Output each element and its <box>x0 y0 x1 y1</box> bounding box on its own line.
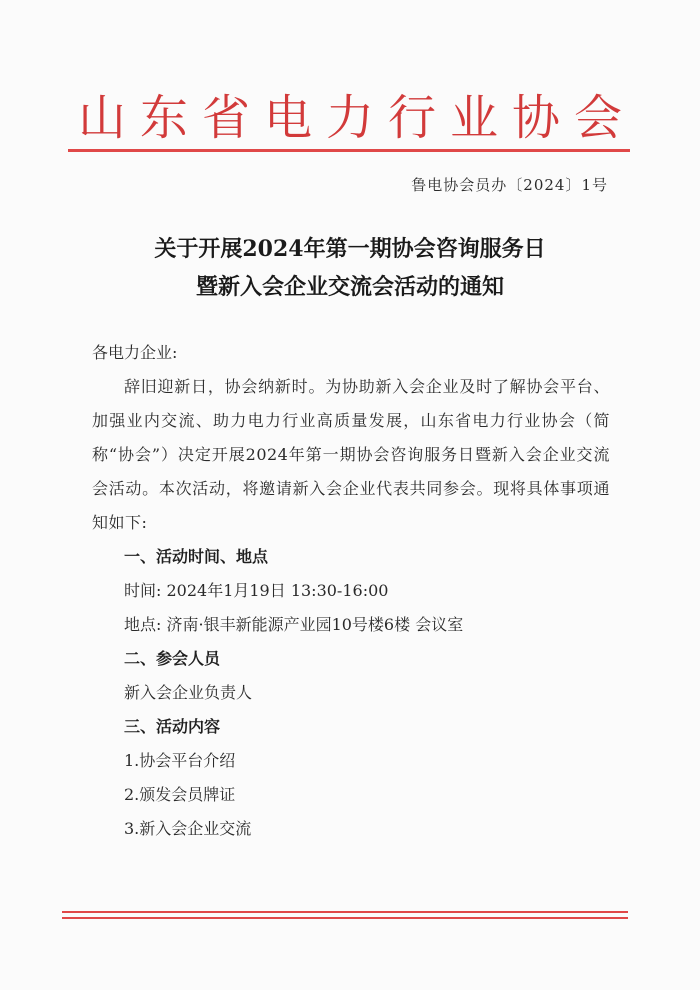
section-line-attendees: 新入会企业负责人 <box>124 683 253 702</box>
section-line-time: 时间: 2024年1月19日 13:30-16:00 <box>124 581 389 600</box>
document-title <box>0 230 700 306</box>
document-title-line-2: 暨新入会企业交流会活动的通知 <box>195 274 504 300</box>
section-line-content-1: 1.协会平台介绍 <box>124 751 236 770</box>
document-body <box>92 336 610 846</box>
salutation: 各电力企业: <box>92 343 178 362</box>
section-line-place: 地点: 济南·银丰新能源产业园10号楼6楼 会议室 <box>124 615 464 634</box>
footer-red-rule-lower <box>62 917 628 919</box>
letterhead-red-rule <box>68 149 630 152</box>
document-number: 鲁电协会员办〔2024〕1号 <box>411 176 608 194</box>
footer-red-rule-upper <box>62 911 628 913</box>
letterhead-org-name: 山东省电力行业协会 <box>77 90 636 146</box>
section-line-content-3: 3.新入会企业交流 <box>124 819 252 838</box>
section-heading-attendees: 二、参会人员 <box>124 649 221 668</box>
section-heading-time-place: 一、活动时间、地点 <box>124 547 269 566</box>
intro-paragraph: 辞旧迎新日，协会纳新时。为协助新入会企业及时了解协会平台、加强业内交流、助力电力行业高质量发展，山东省电力行业协会（简称“协会”）决定开展2024年第一期协会咨询服务日暨新入会企业交流会活动。本次活动，将邀请新入会企业代表共同参会。现将具体事项通知如下: <box>92 377 610 532</box>
section-line-content-2: 2.颁发会员牌证 <box>124 785 236 804</box>
section-heading-content: 三、活动内容 <box>124 717 221 736</box>
document-title-line-1: 关于开展2024年第一期协会咨询服务日 <box>154 236 546 262</box>
